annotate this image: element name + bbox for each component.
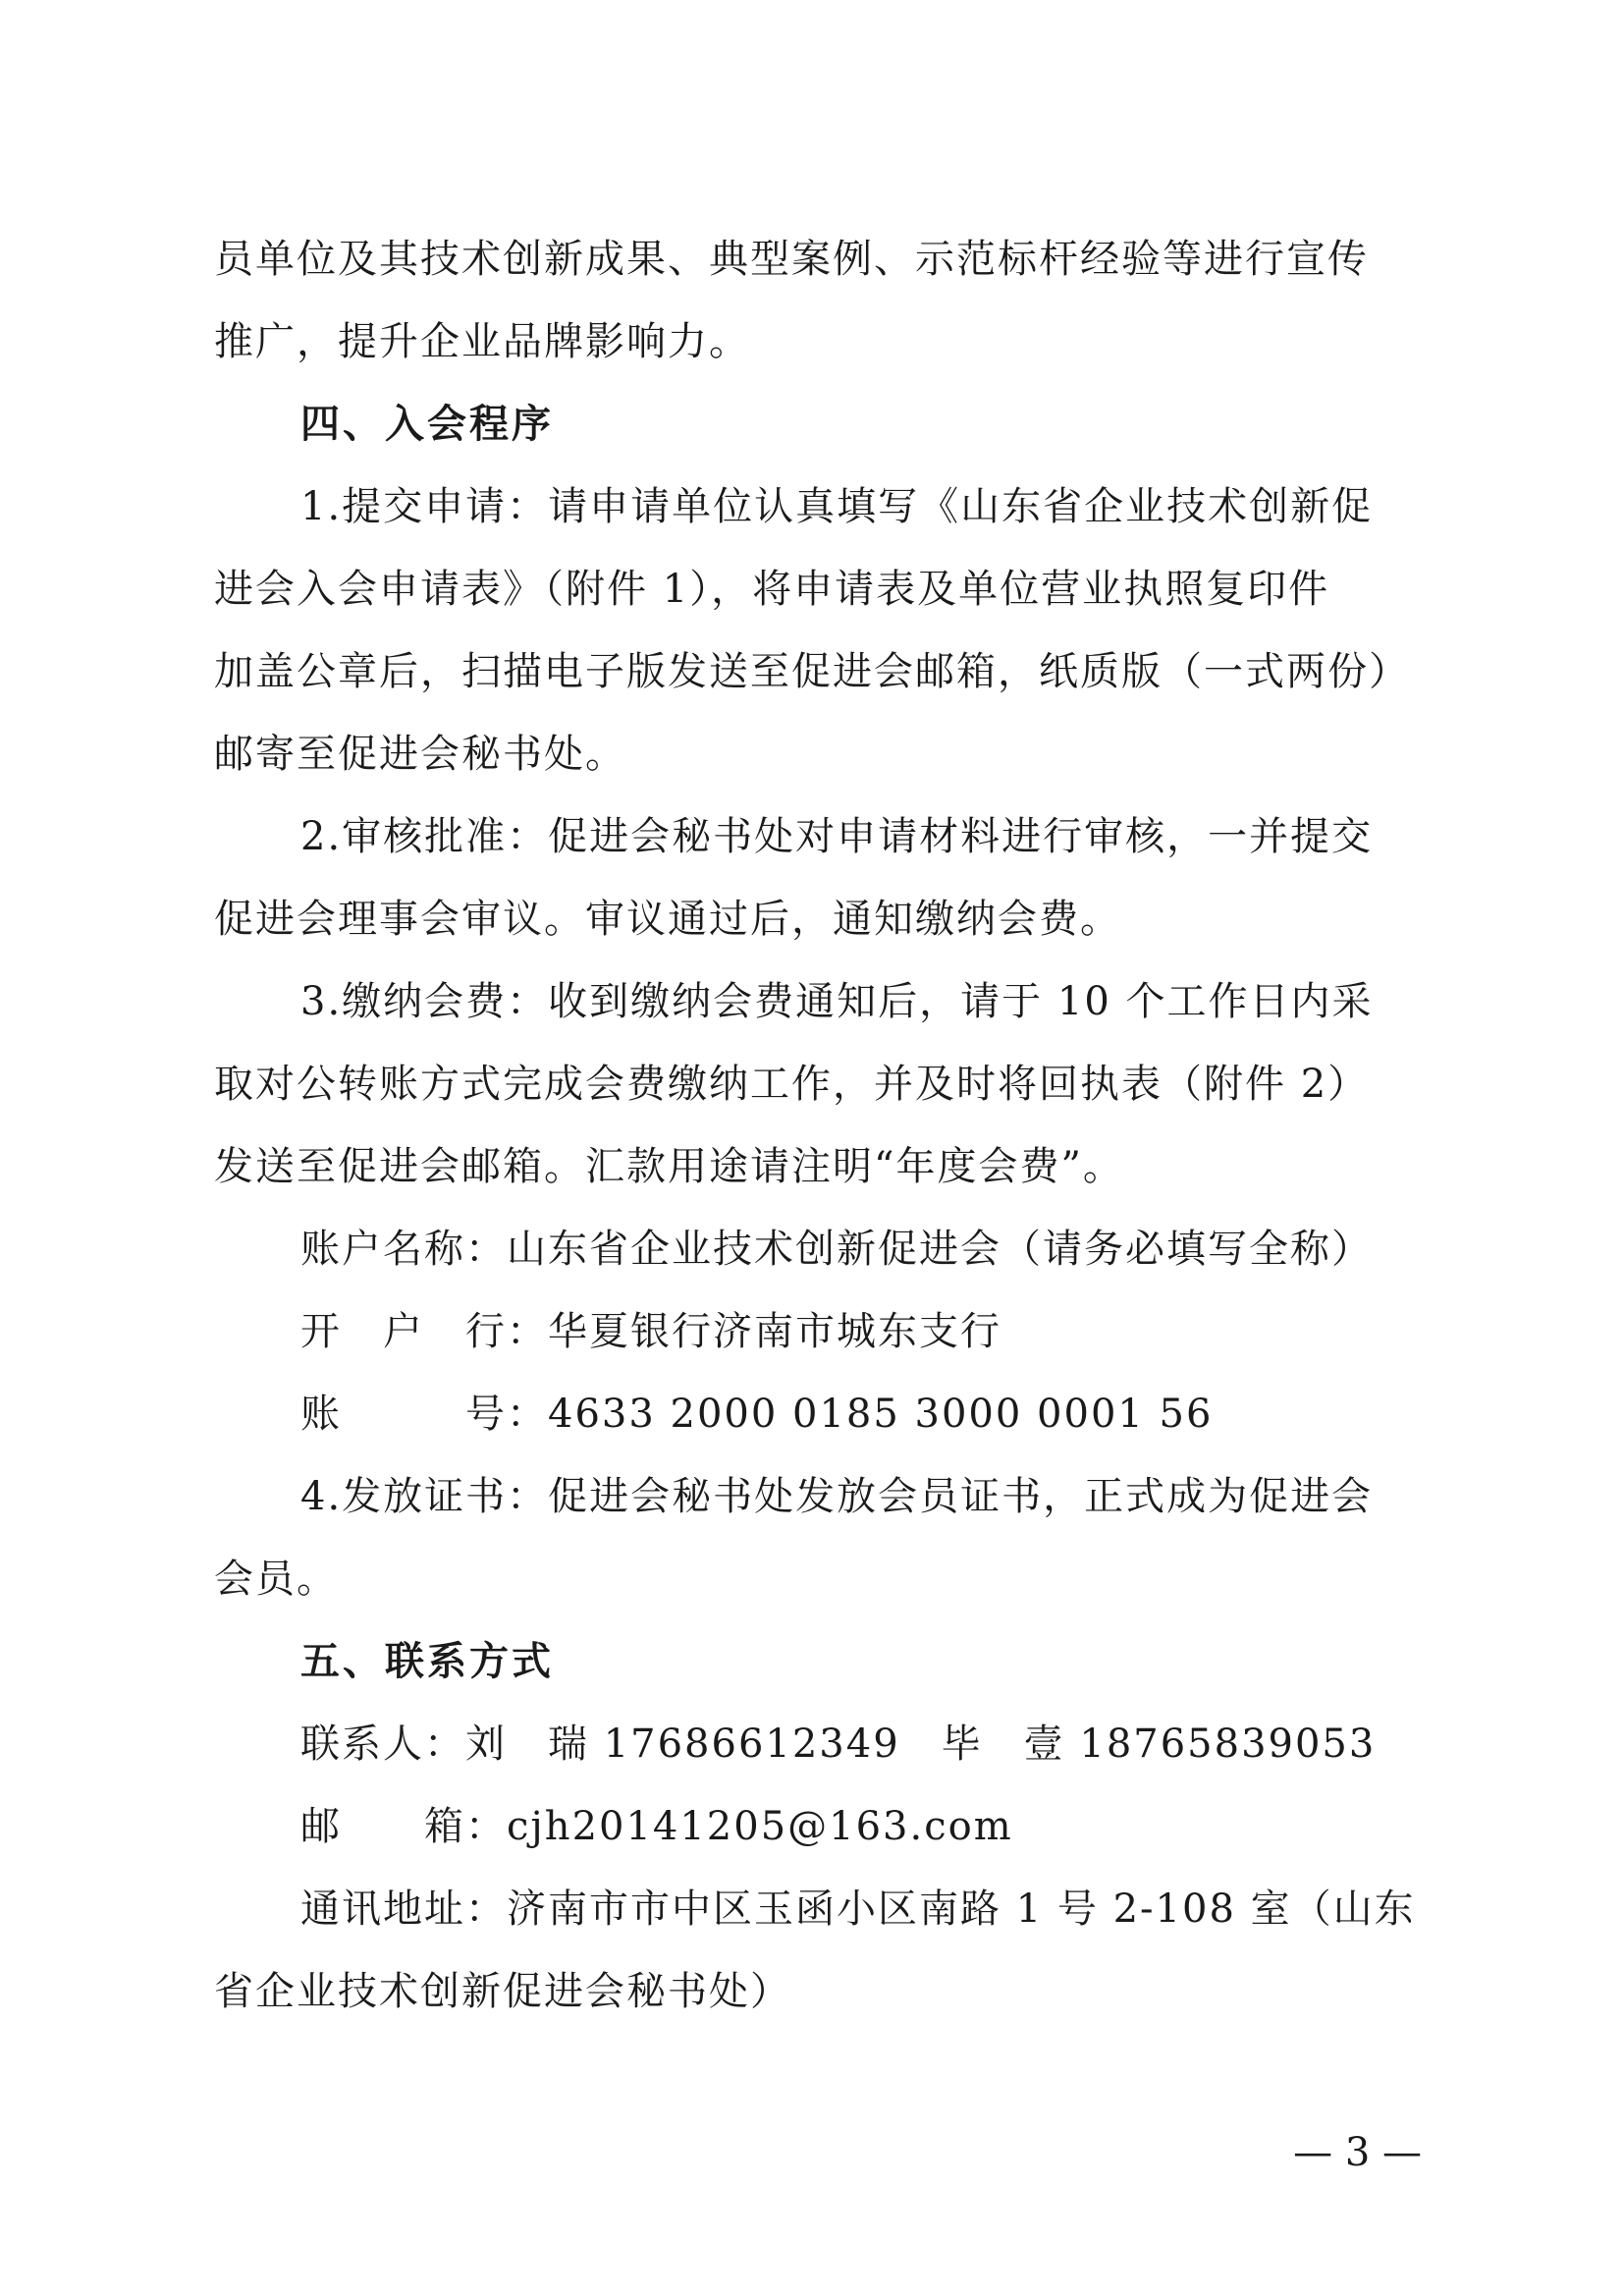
contact-address-line-1: 通讯地址：济南市市中区玉函小区南路 1 号 2-108 室（山东 <box>300 1886 1416 1932</box>
step-2-review-approval-line-2: 促进会理事会审议。审议通过后，通知缴纳会费。 <box>214 897 1121 942</box>
step-1-submit-application-line-1: 1.提交申请：请申请单位认真填写《山东省企业技术创新促 <box>300 484 1374 529</box>
section-heading-contact: 五、联系方式 <box>300 1638 554 1684</box>
account-bank: 开 户 行：华夏银行济南市城东支行 <box>300 1309 1001 1354</box>
step-3-pay-fees-line-2: 取对公转账方式完成会费缴纳工作，并及时将回执表（附件 2） <box>214 1062 1370 1107</box>
account-name: 账户名称：山东省企业技术创新促进会（请务必填写全称） <box>300 1227 1373 1272</box>
step-3-pay-fees-line-3: 发送至促进会邮箱。汇款用途请注明“年度会费”。 <box>214 1144 1124 1189</box>
step-4-issue-certificate-line-2: 会员。 <box>214 1557 338 1602</box>
paragraph-continuation-line-1: 员单位及其技术创新成果、典型案例、示范标杆经验等进行宣传 <box>214 237 1369 282</box>
account-number: 账 号：4633 2000 0185 3000 0001 56 <box>300 1392 1214 1437</box>
step-4-issue-certificate-line-1: 4.发放证书：促进会秘书处发放会员证书，正式成为促进会 <box>300 1474 1374 1519</box>
section-heading-membership-procedure: 四、入会程序 <box>300 401 554 447</box>
contact-persons: 联系人：刘 瑞 17686612349 毕 壹 18765839053 <box>300 1722 1377 1767</box>
paragraph-continuation-line-2: 推广，提升企业品牌影响力。 <box>214 319 750 364</box>
step-1-submit-application-line-4: 邮寄至促进会秘书处。 <box>214 732 626 777</box>
step-3-pay-fees-line-1: 3.缴纳会费：收到缴纳会费通知后，请于 10 个工作日内采 <box>300 979 1374 1024</box>
step-1-submit-application-line-3: 加盖公章后，扫描电子版发送至促进会邮箱，纸质版（一式两份） <box>214 649 1410 694</box>
step-2-review-approval-line-1: 2.审核批准：促进会秘书处对申请材料进行审核，一并提交 <box>300 814 1374 859</box>
contact-email: 邮 箱：cjh20141205@163.com <box>300 1804 1013 1849</box>
step-1-submit-application-line-2: 进会入会申请表》（附件 1），将申请表及单位营业执照复印件 <box>214 567 1330 612</box>
body-text <box>214 218 1422 2033</box>
page-number: — 3 — <box>1293 2130 1422 2175</box>
contact-address-line-2: 省企业技术创新促进会秘书处） <box>214 1969 791 2014</box>
